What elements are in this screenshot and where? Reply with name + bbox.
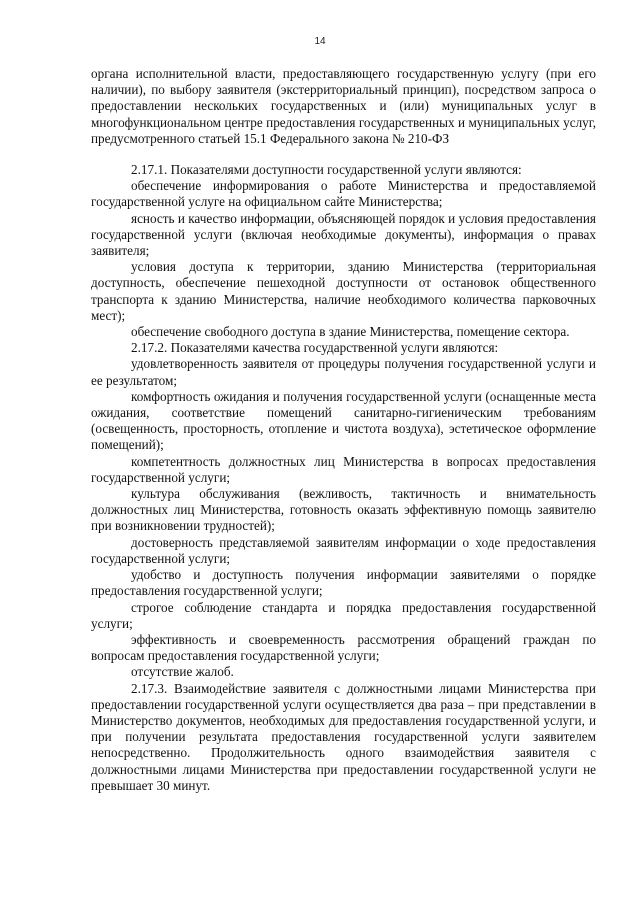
paragraph: удобство и доступность получения информации заявителями о порядке предоставления государственной услуги; bbox=[91, 567, 596, 599]
paragraph: органа исполнительной власти, предоставляющего государственную услугу (при его наличии), по выбору заявителя (экстерриториальный принцип), посредством запроса о предоставлении нескольких государственных и (или) муниципальных услуг в многофункциональном центре предоставления государственных и муниципальных услуг, предусмотренного статьей 15.1 Федерального закона № 210-ФЗ bbox=[91, 66, 596, 146]
paragraph: 2.17.3. Взаимодействие заявителя с должностными лицами Министерства при предоставлении государственной услуги осуществляется два раза – при представлении в Министерство документов, необходимых для предоставления государственной услуги, и при получении результата предоставления государственной услуги заявителем непосредственно. Продолжительность одного взаимодействия заявителя с должностными лицами Министерства при предоставлении государственной услуги не превышает 30 минут. bbox=[91, 680, 596, 793]
paragraph: компетентность должностных лиц Министерства в вопросах предоставления государственной услуги; bbox=[91, 453, 596, 485]
paragraph: 2.17.2. Показателями качества государственной услуги являются: bbox=[131, 340, 499, 356]
paragraph: ясность и качество информации, объясняющей порядок и условия предоставления государственной услуги (включая необходимые документы), информация о правах заявителя; bbox=[91, 210, 596, 259]
document-body bbox=[91, 66, 596, 794]
paragraph: культура обслуживания (вежливость, тактичность и внимательность должностных лиц Министерства, готовность оказать эффективную помощь заявителю при возникновении трудностей); bbox=[91, 486, 596, 534]
paragraph: обеспечение информирования о работе Министерства и предоставляемой государственной услуге на официальном сайте Министерства; bbox=[91, 178, 596, 210]
paragraph: 2.17.1. Показателями доступности государственной услуги являются: bbox=[131, 162, 522, 178]
paragraph: эффективность и своевременность рассмотрения обращений граждан по вопросам предоставления государственной услуги; bbox=[91, 631, 596, 664]
paragraph: достоверность представляемой заявителям информации о ходе предоставления государственной услуги; bbox=[91, 534, 596, 566]
paragraph: удовлетворенность заявителя от процедуры получения государственной услуги и ее результатом; bbox=[91, 356, 596, 388]
paragraph: обеспечение свободного доступа в здание Министерства, помещение сектора. bbox=[131, 324, 570, 340]
paragraph: строгое соблюдение стандарта и порядка предоставления государственной услуги; bbox=[91, 599, 596, 631]
paragraph: условия доступа к территории, зданию Министерства (территориальная доступность, обеспечение пешеходной доступности от остановок общественного транспорта к зданию Министерства, наличие необходимого количества парковочных мест); bbox=[91, 259, 596, 323]
paragraph: комфортность ожидания и получения государственной услуги (оснащенные места ожидания, соответствие помещений санитарно-гигиеническим требованиям (освещенность, просторность, отопление и чистота воздуха), эстетическое оформление помещений); bbox=[91, 388, 596, 453]
paragraph: отсутствие жалоб. bbox=[131, 664, 234, 680]
page-number: 14 bbox=[314, 36, 326, 47]
